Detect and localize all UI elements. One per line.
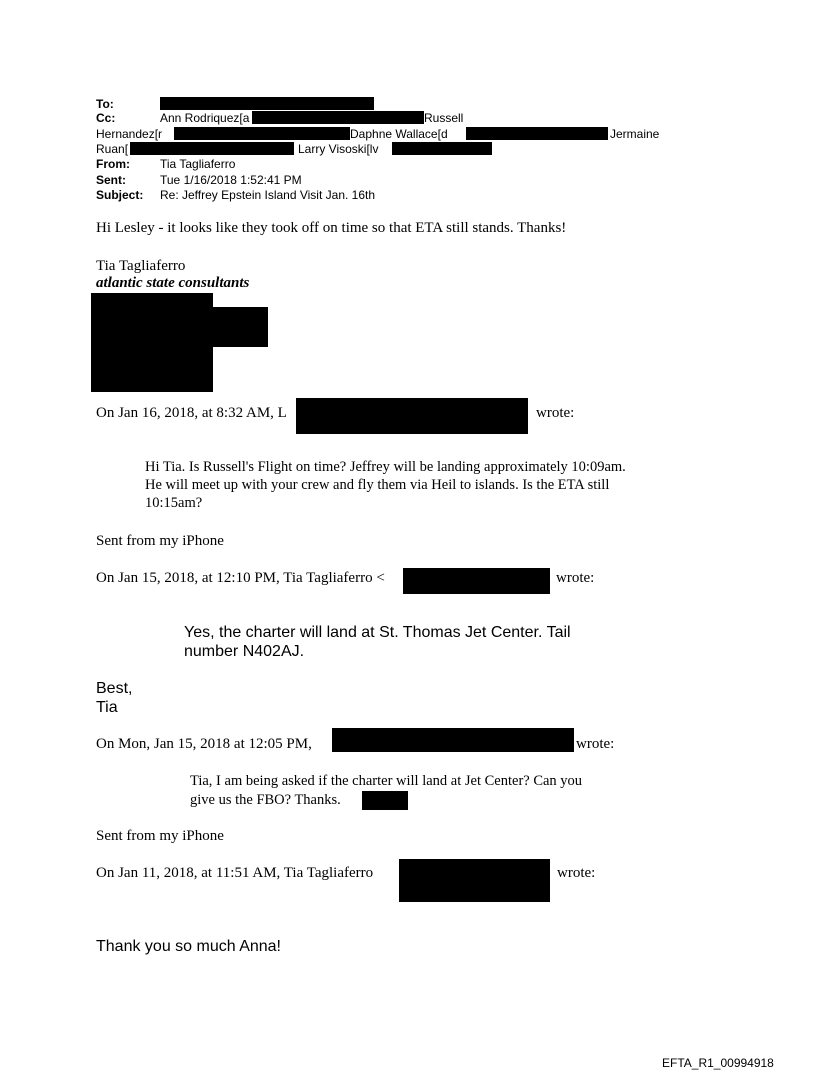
cc-line2-a: Hernandez[r: [96, 127, 163, 141]
from-label: From:: [96, 157, 130, 171]
tia: Tia: [96, 699, 118, 716]
quote1-header-b: wrote:: [536, 405, 575, 421]
cc-line3-a: Ruan[: [96, 142, 129, 156]
redaction-cc1: [252, 111, 424, 124]
cc-line2-b: Daphne Wallace[d: [350, 127, 448, 141]
redaction-cc5: [392, 142, 492, 155]
quote1-line2: He will meet up with your crew and fly them via Heil to islands. Is the ETA still: [145, 477, 610, 493]
redaction-cc4: [130, 142, 294, 155]
quote1-header-a: On Jan 16, 2018, at 8:32 AM, L: [96, 405, 287, 421]
quote1-line3: 10:15am?: [145, 495, 203, 511]
subject-label: Subject:: [96, 188, 144, 202]
reply-text: Hi Lesley - it looks like they took off on time so that ETA still stands. Thanks!: [96, 220, 567, 236]
redaction-signature-2: [91, 307, 268, 347]
subject-value: Re: Jeffrey Epstein Island Visit Jan. 16th: [160, 188, 376, 202]
to-label: To:: [96, 97, 114, 111]
quote2-header-b: wrote:: [556, 570, 595, 586]
redaction-quote4-email: [399, 859, 550, 902]
redaction-quote1-sender: [296, 398, 528, 434]
redaction-quote3-sender: [332, 728, 574, 752]
sent-from-iphone-2: Sent from my iPhone: [96, 828, 224, 844]
quote4-header-b: wrote:: [557, 865, 596, 881]
sent-value: Tue 1/16/2018 1:52:41 PM: [160, 173, 302, 187]
redaction-quote2-email: [403, 568, 550, 594]
closing-text: Thank you so much Anna!: [96, 938, 281, 955]
quote3-header-a: On Mon, Jan 15, 2018 at 12:05 PM,: [96, 736, 312, 752]
quote3-line1: Tia, I am being asked if the charter will land at Jet Center? Can you: [190, 773, 583, 789]
bates-number: EFTA_R1_00994918: [662, 1056, 774, 1070]
quote3-line2: give us the FBO? Thanks.: [190, 792, 341, 808]
quote1-line1: Hi Tia. Is Russell's Flight on time? Jeffrey will be landing approximately 10:09am.: [145, 459, 626, 475]
cc-line2-c: Jermaine: [610, 127, 660, 141]
from-value: Tia Tagliaferro: [160, 157, 236, 171]
redaction-cc2: [174, 127, 350, 140]
cc-line3-b: Larry Visoski[lv: [298, 142, 379, 156]
sent-label: Sent:: [96, 173, 126, 187]
quote3-header-b: wrote:: [576, 736, 615, 752]
quote2-line2: number N402AJ.: [184, 643, 305, 660]
redaction-signature-3: [91, 345, 213, 392]
cc-label: Cc:: [96, 111, 116, 125]
best: Best,: [96, 680, 133, 697]
sent-from-iphone-1: Sent from my iPhone: [96, 533, 224, 549]
quote2-header-a: On Jan 15, 2018, at 12:10 PM, Tia Tagliaferro <: [96, 570, 385, 586]
quote2-line1: Yes, the charter will land at St. Thomas Jet Center. Tail: [184, 624, 571, 641]
redaction-quote3-name: [362, 791, 408, 810]
signature-name: Tia Tagliaferro: [96, 258, 186, 274]
quote4-header-a: On Jan 11, 2018, at 11:51 AM, Tia Tagliaferro: [96, 865, 374, 881]
redaction-cc3: [466, 127, 608, 140]
cc-line1-a: Ann Rodriquez[a: [160, 111, 250, 125]
redaction-to: [160, 97, 374, 110]
signature-company: atlantic state consultants: [96, 275, 250, 291]
cc-line1-b: Russell: [424, 111, 464, 125]
